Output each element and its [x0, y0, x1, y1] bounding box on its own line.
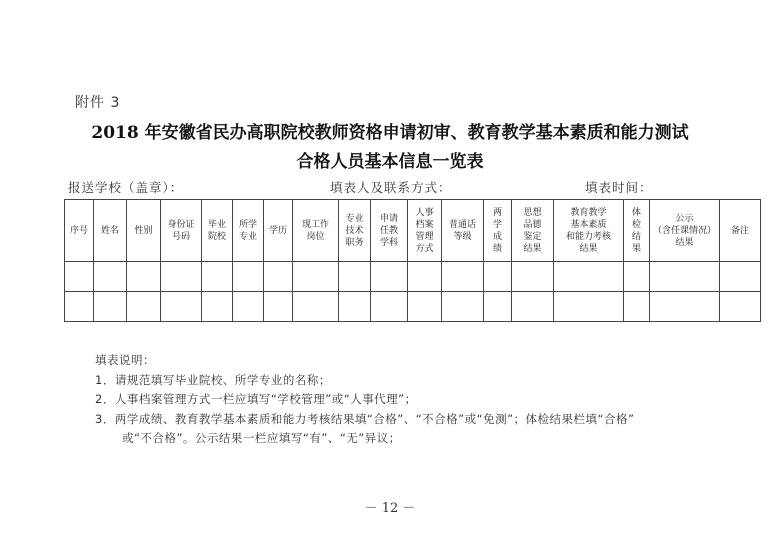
table-cell: [339, 262, 371, 292]
table-cell: [408, 262, 442, 292]
table-cell: [484, 262, 512, 292]
table-cell: [512, 292, 554, 322]
table-cell: [442, 262, 484, 292]
column-header-line: 毕业: [207, 219, 226, 230]
table-cell: [264, 262, 293, 292]
column-header-line: 性别: [134, 225, 153, 236]
table-cell: [720, 262, 761, 292]
column-header: [339, 200, 371, 262]
column-header: [554, 200, 624, 262]
table-cell: [339, 292, 371, 322]
column-header-line: 管理: [415, 231, 434, 242]
time-field-label: 填表时间：: [585, 180, 653, 195]
table-header-row: [65, 200, 761, 262]
column-header-line: 鉴定: [523, 231, 542, 242]
column-header-line: 号码: [171, 231, 190, 242]
column-header-line: 普通话: [448, 219, 476, 230]
column-header-line: 学: [492, 219, 502, 230]
table-body: [65, 262, 761, 322]
column-header: [624, 200, 650, 262]
table-cell: [233, 262, 264, 292]
column-header-line: 专业: [345, 213, 364, 224]
table-cell: [624, 262, 650, 292]
table-cell: [650, 292, 720, 322]
table-cell: [650, 262, 720, 292]
table-cell: [442, 292, 484, 322]
table-cell: [65, 292, 94, 322]
column-header-line: 备注: [730, 225, 749, 236]
column-header-line: 和能力考核: [565, 231, 611, 242]
column-header: [233, 200, 264, 262]
table-cell: [94, 262, 127, 292]
column-header-line: 绩: [492, 243, 502, 254]
note-item-continuation: 或“不合格”。公示结果一栏应填写“有”、“无”异议；: [122, 431, 401, 445]
column-header-line: 结果: [675, 237, 694, 248]
column-header-line: 院校: [207, 231, 226, 242]
column-header: [94, 200, 127, 262]
column-header-line: 成: [492, 231, 502, 242]
column-header-line: 姓名: [100, 225, 119, 236]
notes-heading: 填表说明：: [95, 353, 155, 367]
table-cell: [371, 262, 408, 292]
column-header-line: 等级: [453, 231, 472, 242]
table-cell: [202, 262, 233, 292]
column-header-line: 基本素质: [570, 219, 607, 230]
note-item: 2．人事档案管理方式一栏应填写“学校管理”或“人事代理”；: [95, 392, 417, 406]
column-header-line: 体: [631, 207, 641, 218]
column-header: [202, 200, 233, 262]
column-header: [512, 200, 554, 262]
column-header-line: 档案: [415, 219, 434, 230]
column-header-line: 品德: [523, 219, 542, 230]
column-header-line: 方式: [415, 243, 434, 254]
column-header: [264, 200, 293, 262]
column-header-line: 思想: [523, 207, 542, 218]
column-header-line: 人事: [415, 207, 434, 218]
table-cell: [554, 292, 624, 322]
table-cell: [293, 292, 339, 322]
column-header-line: 技术: [345, 225, 364, 236]
table-cell: [65, 262, 94, 292]
table-row: [65, 292, 761, 322]
column-header: [65, 200, 94, 262]
column-header-line: 两: [492, 207, 502, 218]
contact-field-label: 填表人及联系方式：: [330, 180, 452, 195]
column-header-line: 学科: [379, 237, 398, 248]
column-header-line: 申请: [379, 213, 398, 224]
column-header-line: 所学: [238, 219, 257, 230]
table-cell: [127, 292, 161, 322]
school-field-label: 报送学校（盖章）：: [68, 180, 184, 195]
table-cell: [264, 292, 293, 322]
column-header: [371, 200, 408, 262]
column-header: [161, 200, 202, 262]
column-header-line: 学历: [268, 225, 287, 236]
column-header-line: 结: [631, 231, 641, 242]
column-header-line: 教育教学: [570, 207, 607, 218]
info-table: [64, 199, 761, 322]
table-cell: [484, 292, 512, 322]
column-header: [293, 200, 339, 262]
document-subtitle: 合格人员基本信息一览表: [296, 152, 484, 172]
document-title: 2018 年安徽省民办高职院校教师资格申请初审、教育教学基本素质和能力测试: [91, 123, 689, 143]
table-cell: [408, 292, 442, 322]
column-header-line: 职务: [345, 237, 364, 248]
column-header: [650, 200, 720, 262]
table-cell: [512, 262, 554, 292]
table-cell: [94, 292, 127, 322]
table-cell: [202, 292, 233, 322]
column-header-line: 身份证: [167, 219, 195, 230]
table-cell: [624, 292, 650, 322]
notes-section: [95, 351, 634, 449]
column-header-line: （含任课情况）: [652, 225, 716, 236]
column-header: [484, 200, 512, 262]
table-cell: [233, 292, 264, 322]
column-header-line: 序号: [69, 225, 88, 236]
note-item: 1．请规范填写毕业院校、所学专业的名称；: [95, 372, 331, 387]
column-header-line: 岗位: [306, 231, 325, 242]
column-header-line: 结果: [523, 243, 542, 254]
note-item: 3．两学成绩、教育教学基本素质和能力考核结果填“合格”、“不合格”或“免测”；体检结果栏填“合格”: [95, 411, 635, 426]
table-cell: [293, 262, 339, 292]
column-header-line: 公示: [675, 213, 694, 224]
column-header-line: 现工作: [301, 219, 329, 230]
column-header-line: 结果: [579, 243, 598, 254]
table-cell: [554, 262, 624, 292]
table-cell: [720, 292, 761, 322]
column-header-line: 任教: [379, 225, 398, 236]
attachment-label: 附件 3: [75, 95, 121, 111]
table-row: [65, 262, 761, 292]
table-cell: [161, 292, 202, 322]
column-header-line: 果: [631, 243, 641, 254]
column-header: [442, 200, 484, 262]
column-header: [408, 200, 442, 262]
column-header: [127, 200, 161, 262]
column-header-line: 专业: [238, 231, 257, 242]
page-number: － 12 －: [364, 501, 416, 516]
table-cell: [161, 262, 202, 292]
table-cell: [371, 292, 408, 322]
table-cell: [127, 262, 161, 292]
column-header: [720, 200, 761, 262]
column-header-line: 检: [631, 219, 641, 230]
